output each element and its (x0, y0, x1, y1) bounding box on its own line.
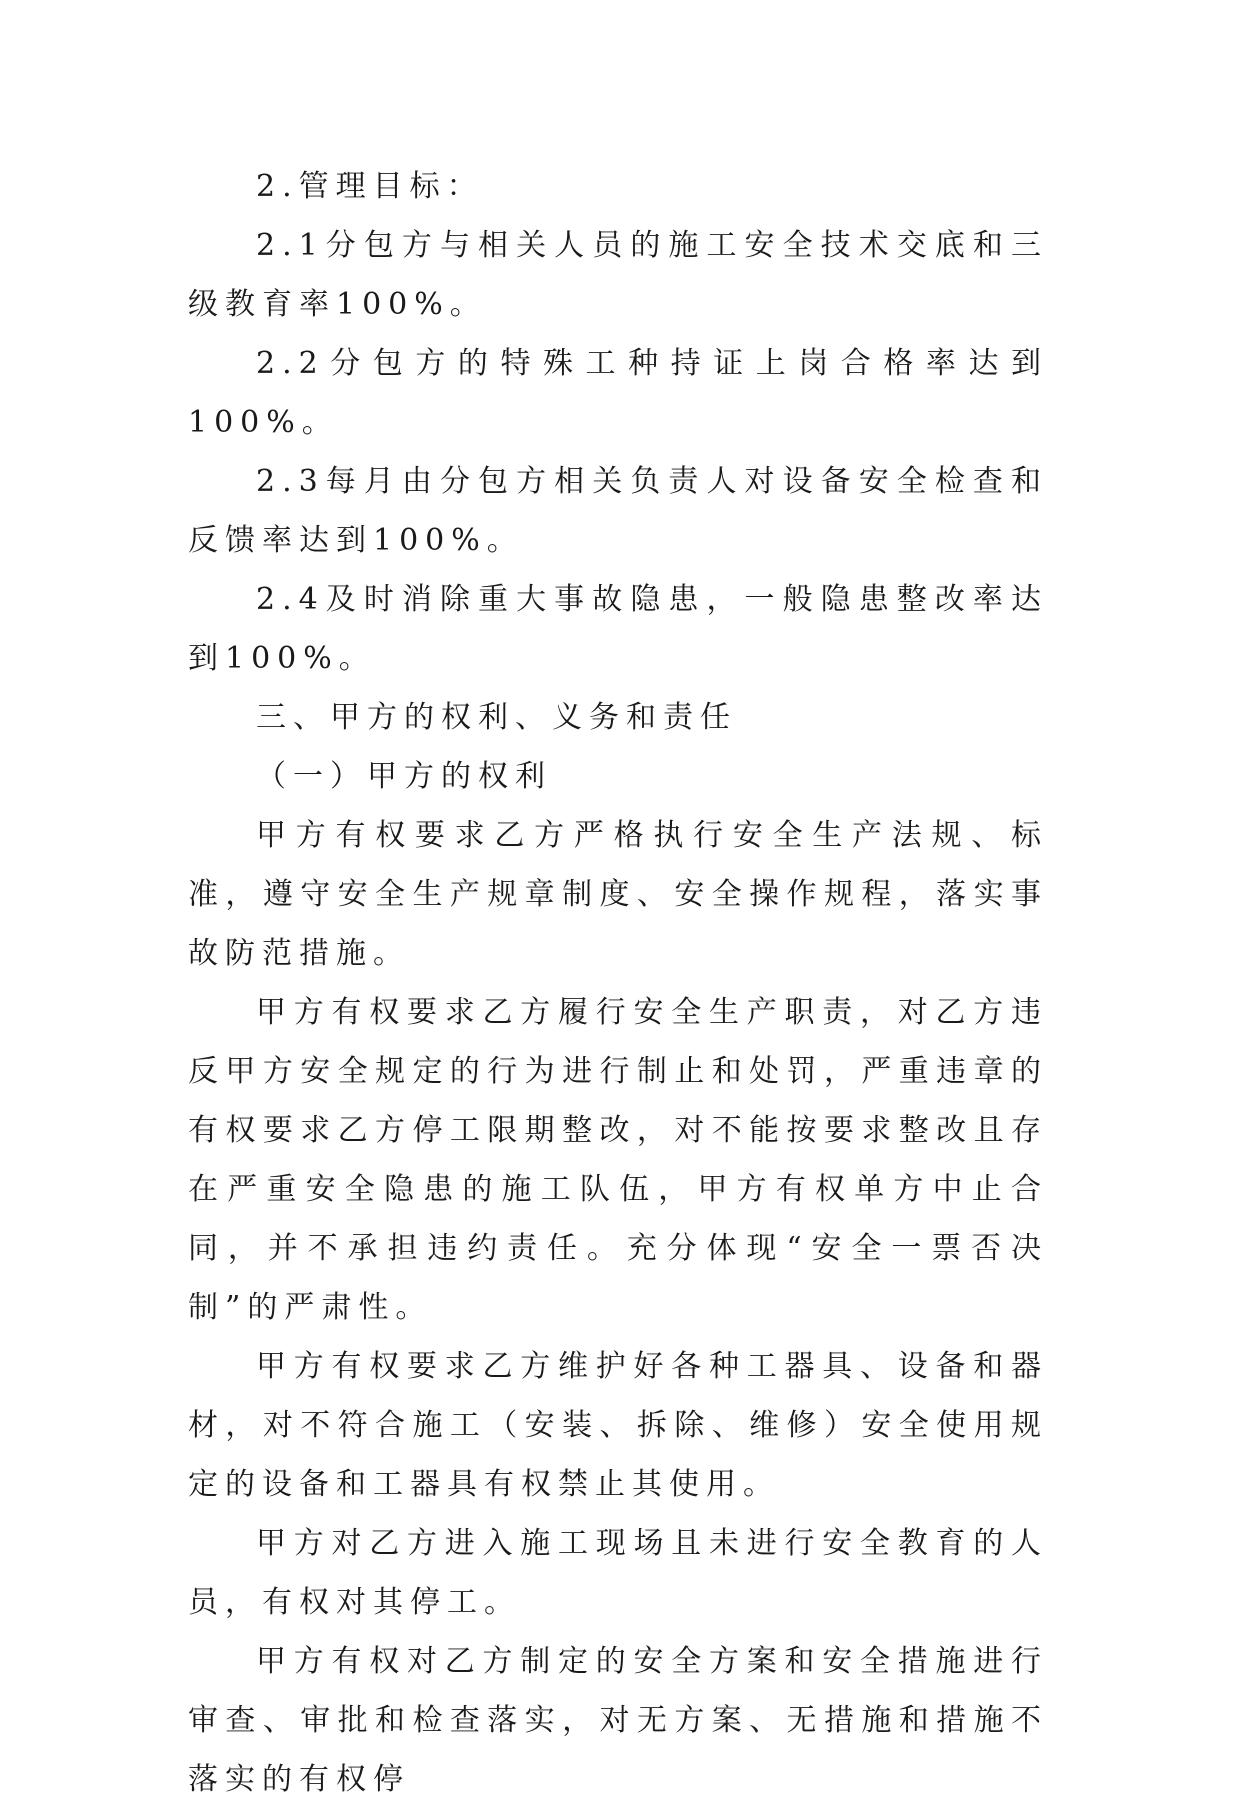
body-paragraph: 甲方有权要求乙方严格执行安全生产法规、标准，遵守安全生产规章制度、安全操作规程，落实事故防范措施。 (188, 818, 1048, 971)
goal-item-2-4: 2.4及时消除重大事故隐患，一般隐患整改率达到100%。 (188, 582, 1048, 676)
body-paragraph: 甲方对乙方进入施工现场且未进行安全教育的人员，有权对其停工。 (188, 1526, 1048, 1620)
section-heading-party-a: 三、甲方的权利、义务和责任 (256, 700, 737, 735)
document-body (188, 157, 1048, 1809)
goal-item-2-3: 2.3每月由分包方相关负责人对设备安全检查和反馈率达到100%。 (188, 464, 1048, 558)
heading-management-goals: 2.管理目标： (256, 169, 484, 204)
goal-item-2-1: 2.1分包方与相关人员的施工安全技术交底和三级教育率100%。 (188, 228, 1048, 322)
body-paragraph: 甲方有权要求乙方维护好各种工器具、设备和器材，对不符合施工（安装、拆除、维修）安全使用规定的设备和工器具有权禁止其使用。 (188, 1349, 1048, 1502)
goal-item-2-2: 2.2分包方的特殊工种持证上岗合格率达到100%。 (188, 346, 1048, 440)
body-paragraph: 甲方有权对乙方制定的安全方案和安全措施进行审查、审批和检查落实，对无方案、无措施和措施不落实的有权停 (188, 1644, 1048, 1797)
body-paragraph: 甲方有权要求乙方履行安全生产职责，对乙方违反甲方安全规定的行为进行制止和处罚，严重违章的有权要求乙方停工限期整改，对不能按要求整改且存在严重安全隐患的施工队伍，甲方有权单方中止合同，并不承担违约责任。充分体现“安全一票否决制”的严肃性。 (188, 995, 1048, 1325)
subsection-heading-rights: （一）甲方的权利 (256, 759, 552, 794)
